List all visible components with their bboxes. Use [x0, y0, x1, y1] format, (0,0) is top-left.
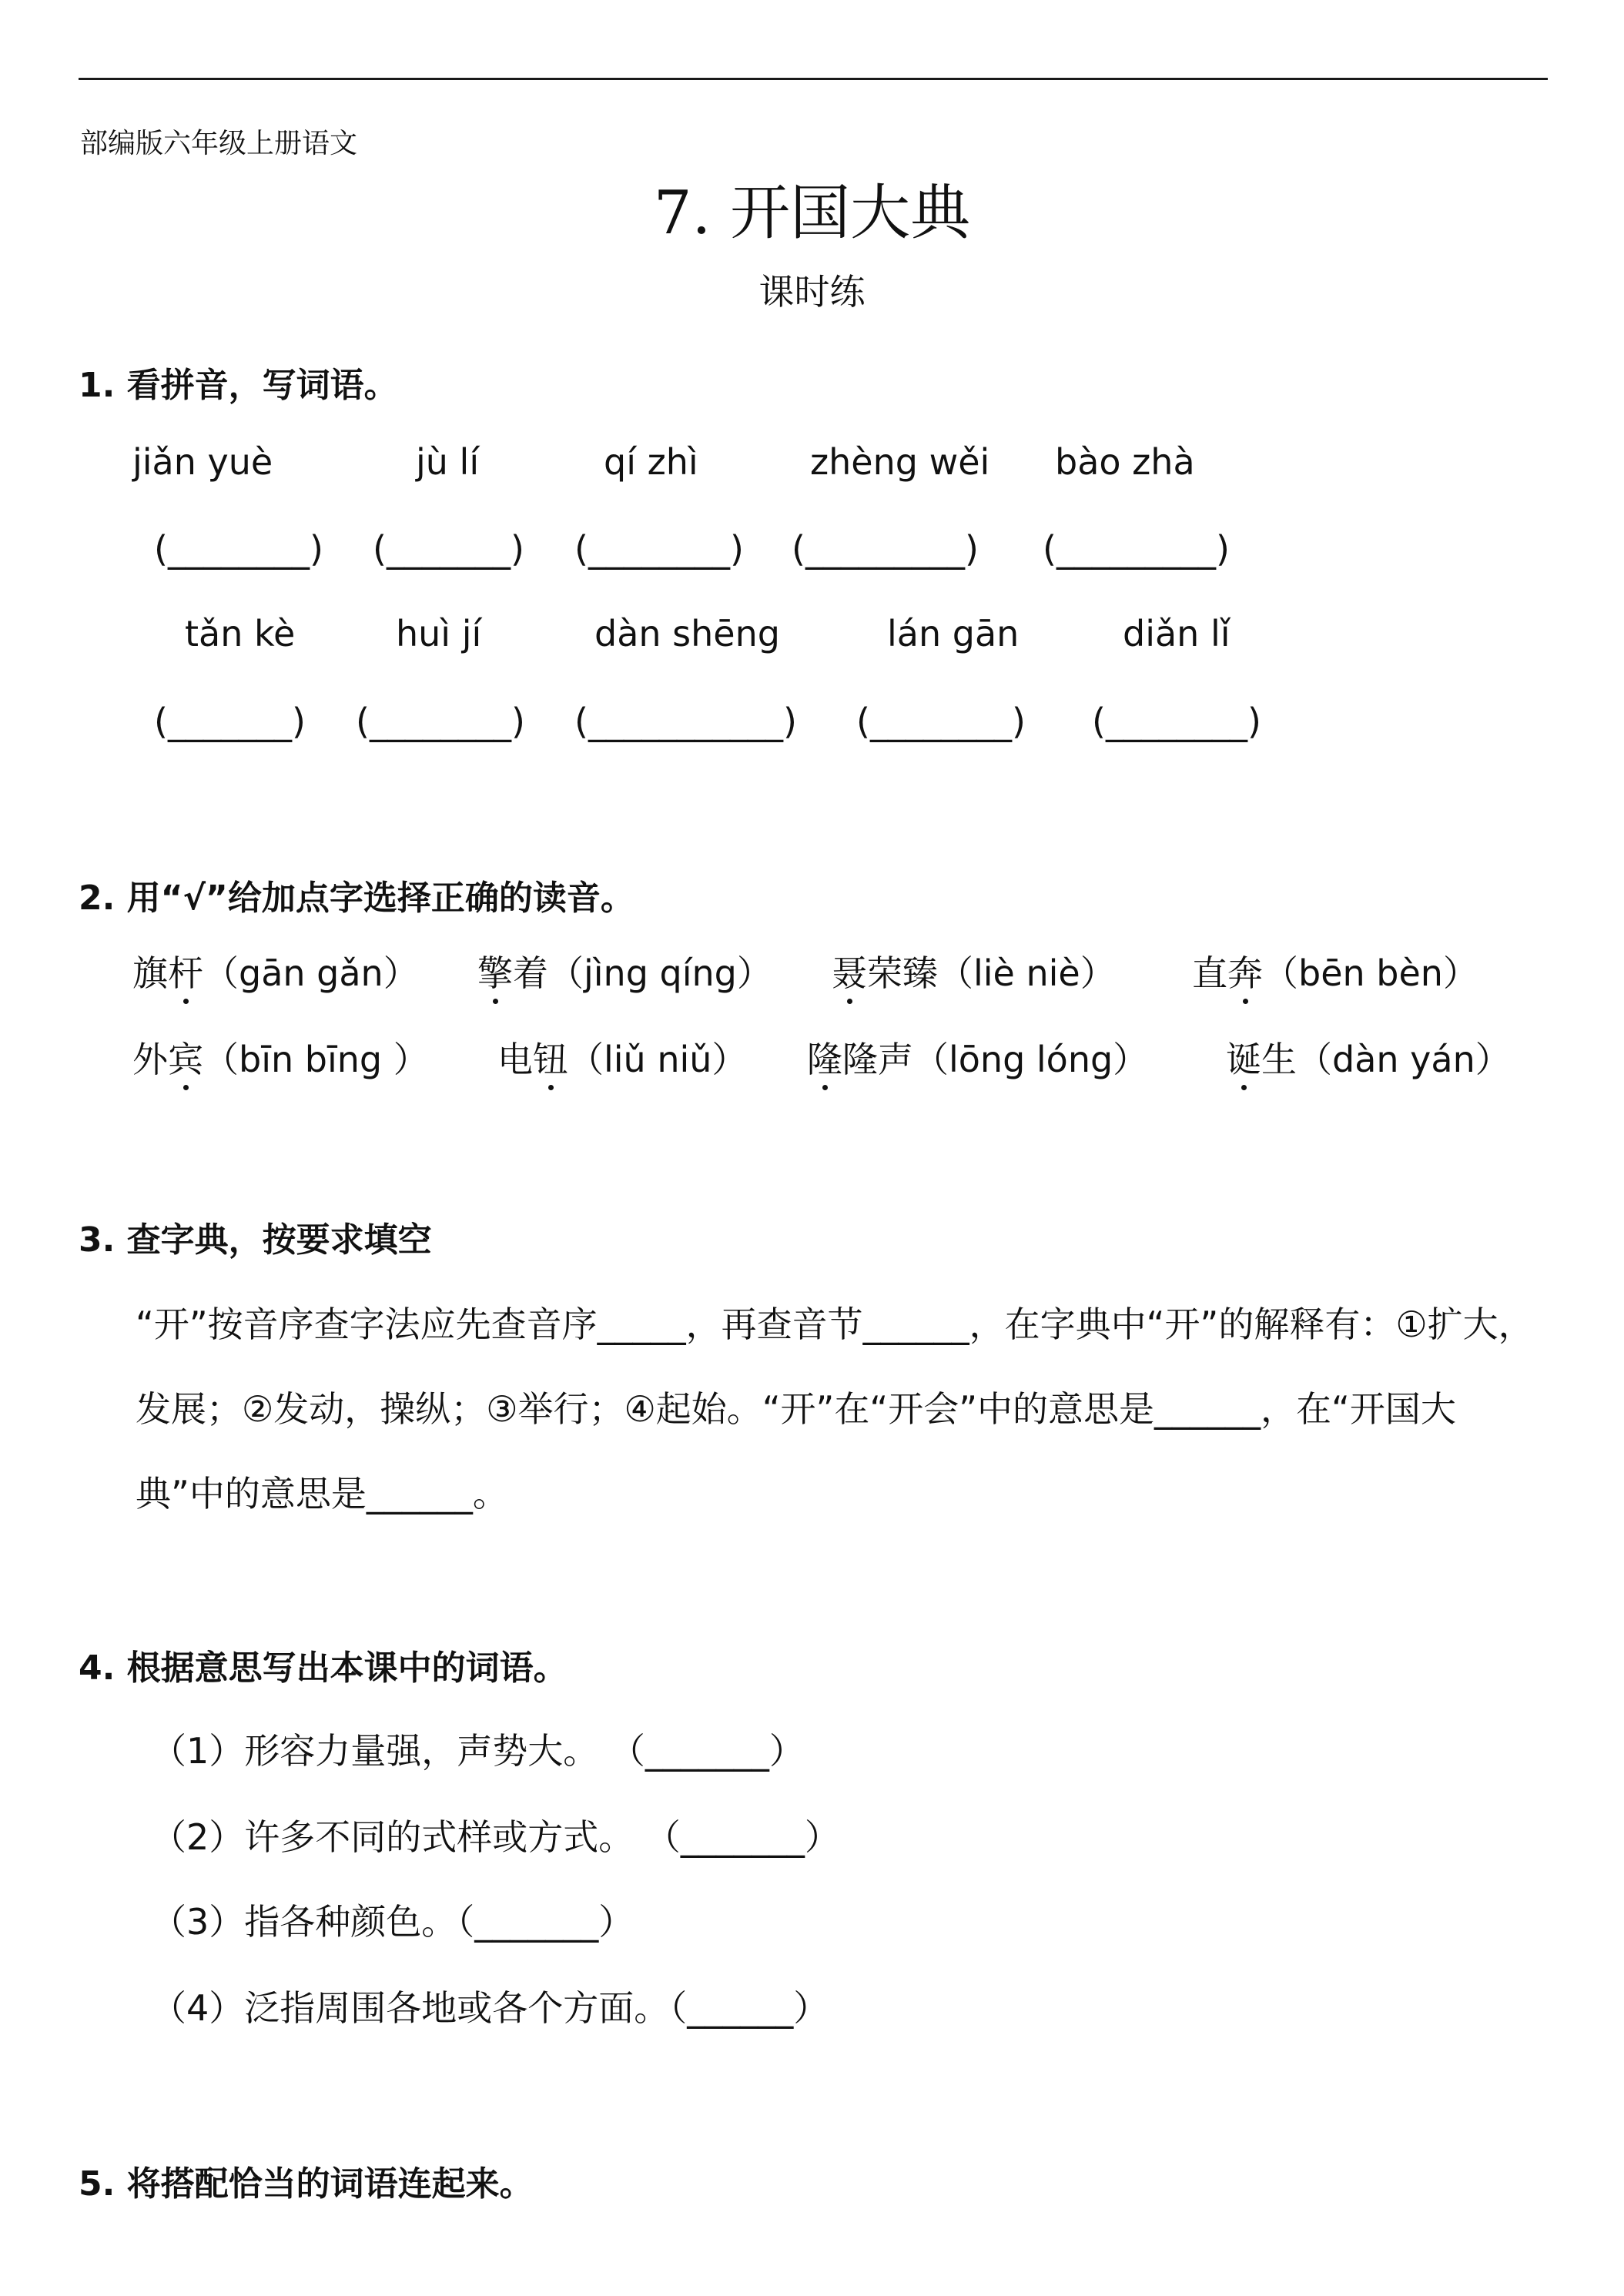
- q2-char: 着: [513, 952, 548, 994]
- q2-char: 电: [497, 1039, 533, 1080]
- q2-dotted-char: 擎: [477, 946, 513, 996]
- q2-item: [807, 1032, 1148, 1083]
- q1-answer-blank[interactable]: (________): [1092, 701, 1261, 742]
- q1-answer-blank[interactable]: (_______): [154, 701, 306, 742]
- q2-dotted-char: 诞: [1226, 1032, 1261, 1083]
- q2-reading-options[interactable]: （gān gǎn）: [203, 952, 419, 994]
- q1-answer-blank[interactable]: (________): [154, 528, 323, 570]
- q1-answer-blank[interactable]: (___________): [574, 701, 797, 742]
- q1-pinyin: huì jí: [396, 613, 482, 654]
- q2-item: [477, 946, 772, 996]
- q4-item: （1）形容力量强，声势大。 （_______）: [151, 1730, 805, 1772]
- q2-char: 荣臻: [867, 952, 938, 994]
- q4-item: （4）泛指周围各地或各个方面。（______）: [151, 1987, 829, 2029]
- q1-answer-blank[interactable]: (_______): [373, 528, 524, 570]
- page-title: 7. 开国大典: [653, 179, 971, 248]
- q1-pinyin: lán gān: [887, 613, 1020, 654]
- q4-item: （2）许多不同的式样或方式。 （_______）: [151, 1816, 840, 1858]
- q1-answer-blank[interactable]: (________): [856, 701, 1026, 742]
- q2-item: [1226, 1032, 1511, 1083]
- page-subtitle: 课时练: [758, 271, 866, 313]
- q2-reading-options[interactable]: （dàn yán）: [1297, 1039, 1511, 1080]
- q2-dotted-char: 隆: [807, 1032, 842, 1083]
- q5-title: 5. 将搭配恰当的词语连起来。: [79, 2164, 534, 2204]
- q1-answer-blank[interactable]: (_________): [792, 528, 979, 570]
- q2-item: [132, 1032, 429, 1083]
- q2-reading-options[interactable]: （jìng qíng）: [548, 952, 772, 994]
- q1-pinyin: jù lí: [416, 441, 480, 483]
- q2-dotted-char: 杆: [168, 946, 203, 996]
- q2-reading-options[interactable]: （bīn bīng ）: [203, 1039, 429, 1080]
- q2-title: 2. 用“√”给加点字选择正确的读音。: [79, 879, 635, 918]
- q4-title: 4. 根据意思写出本课中的词语。: [79, 1648, 568, 1688]
- q1-answer-blank[interactable]: (________): [574, 528, 744, 570]
- q2-dotted-char: 钮: [533, 1032, 568, 1083]
- q3-text-line: “开”按音序查字法应先查音序_____，再查音节______，在字典中“开”的解释有：①扩大，: [136, 1304, 1534, 1345]
- q2-item: [132, 946, 419, 996]
- q1-pinyin: zhèng wěi: [810, 441, 990, 483]
- q2-item: [1192, 946, 1478, 996]
- q2-reading-options[interactable]: （bēn bèn）: [1263, 952, 1478, 994]
- q3-text-line: 发展；②发动，操纵；③举行；④起始。“开”在“开会”中的意思是______，在“开国大: [136, 1388, 1456, 1430]
- top-rule: [79, 78, 1548, 80]
- q2-reading-options[interactable]: （lōng lóng）: [913, 1039, 1149, 1080]
- q1-pinyin: dàn shēng: [594, 613, 780, 654]
- q1-pinyin: bào zhà: [1055, 441, 1195, 483]
- q2-char: 隆声: [842, 1039, 913, 1080]
- q2-dotted-char: 奔: [1227, 946, 1263, 996]
- q4-item: （3）指各种颜色。（_______）: [151, 1901, 635, 1943]
- q2-char: 旗: [132, 952, 168, 994]
- q1-answer-blank[interactable]: (________): [356, 701, 525, 742]
- q2-dotted-char: 聂: [832, 946, 867, 996]
- q2-dotted-char: 宾: [168, 1032, 203, 1083]
- textbook-label: 部编版六年级上册语文: [80, 128, 358, 159]
- q1-pinyin: qí zhì: [604, 441, 698, 483]
- q1-title: 1. 看拼音，写词语。: [79, 366, 398, 405]
- q2-char: 生: [1261, 1039, 1297, 1080]
- q3-text-line: 典”中的意思是______。: [136, 1473, 508, 1514]
- q2-char: 直: [1192, 952, 1227, 994]
- q1-pinyin: jiǎn yuè: [132, 441, 273, 483]
- q1-answer-blank[interactable]: (_________): [1043, 528, 1230, 570]
- q3-title: 3. 查字典，按要求填空: [79, 1220, 432, 1260]
- q2-item: [497, 1032, 747, 1083]
- q1-pinyin: tǎn kè: [185, 613, 296, 654]
- q2-reading-options[interactable]: （liè niè）: [938, 952, 1116, 994]
- q2-reading-options[interactable]: （liǔ niǔ）: [568, 1039, 748, 1080]
- q1-pinyin: diǎn lǐ: [1123, 613, 1231, 654]
- q2-item: [832, 946, 1116, 996]
- q2-char: 外: [132, 1039, 168, 1080]
